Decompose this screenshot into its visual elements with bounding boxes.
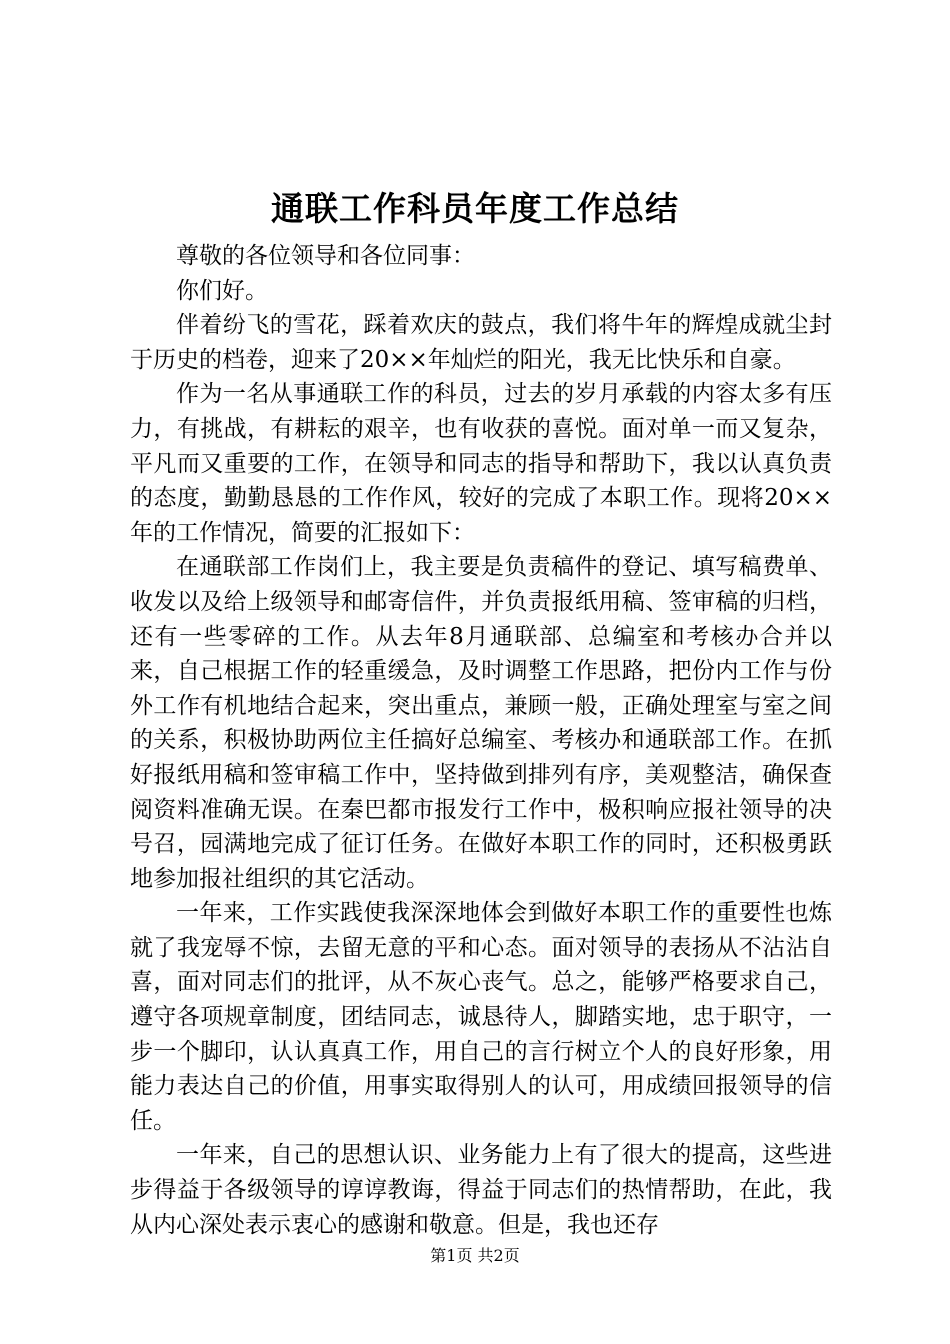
greeting: 你们好。	[176, 277, 268, 304]
paragraph-overview: 作为一名从事通联工作的科员，过去的岁月承载的内容太多有压力，有挑战，有耕耘的艰辛，也有收获的喜悦。面对单一而又复杂，平凡而又重要的工作，在领导和同志的指导和帮助下，我以认真负责的态度，勤勤恳恳的工作作风，较好的完成了本职工作。现将20××年的工作情况，简要的汇报如下：	[130, 381, 832, 546]
paragraph-duties: 在通联部工作岗们上，我主要是负责稿件的登记、填写稿费单、收发以及给上级领导和邮寄信件，并负责报纸用稿、签审稿的归档，还有一些零碎的工作。从去年8月通联部、总编室和考核办合并以来，自己根据工作的轻重缓急，及时调整工作思路，把份内工作与份外工作有机地结合起来，突出重点，兼顾一般，正确处理室与室之间的关系，积极协助两位主任搞好总编室、考核办和通联部工作。在抓好报纸用稿和签审稿工作中，坚持做到排列有序，美观整洁，确保查阅资料准确无误。在秦巴都市报发行工作中，极积响应报社领导的决号召，园满地完成了征订任务。在做好本职工作的同时，还积极勇跃地参加报社组织的其它活动。	[130, 554, 832, 892]
paragraph-intro: 伴着纷飞的雪花，踩着欢庆的鼓点，我们将牛年的辉煌成就尘封于历史的档卷，迎来了20××年灿烂的阳光，我无比快乐和自豪。	[130, 312, 832, 373]
document-title: 通联工作科员年度工作总结	[271, 189, 679, 228]
page-number-footer: 第1页 共2页	[430, 1246, 520, 1265]
paragraph-progress: 一年来，自己的思想认识、业务能力上有了很大的提高，这些进步得益于各级领导的谆谆教诲，得益于同志们的热情帮助，在此，我从内心深处表示衷心的感谢和敬意。但是，我也还存	[130, 1142, 832, 1238]
paragraph-reflection: 一年来，工作实践使我深深地体会到做好本职工作的重要性也炼就了我宠辱不惊，去留无意的平和心态。面对领导的表扬从不沾沾自喜，面对同志们的批评，从不灰心丧气。总之，能够严格要求自己，遵守各项规章制度，团结同志，诚恳待人，脚踏实地，忠于职守，一步一个脚印，认认真真工作，用自己的言行树立个人的良好形象，用能力表达自己的价值，用事实取得别人的认可，用成绩回报领导的信任。	[130, 900, 832, 1134]
document-body	[130, 239, 832, 1242]
salutation: 尊敬的各位领导和各位同事：	[176, 243, 475, 269]
